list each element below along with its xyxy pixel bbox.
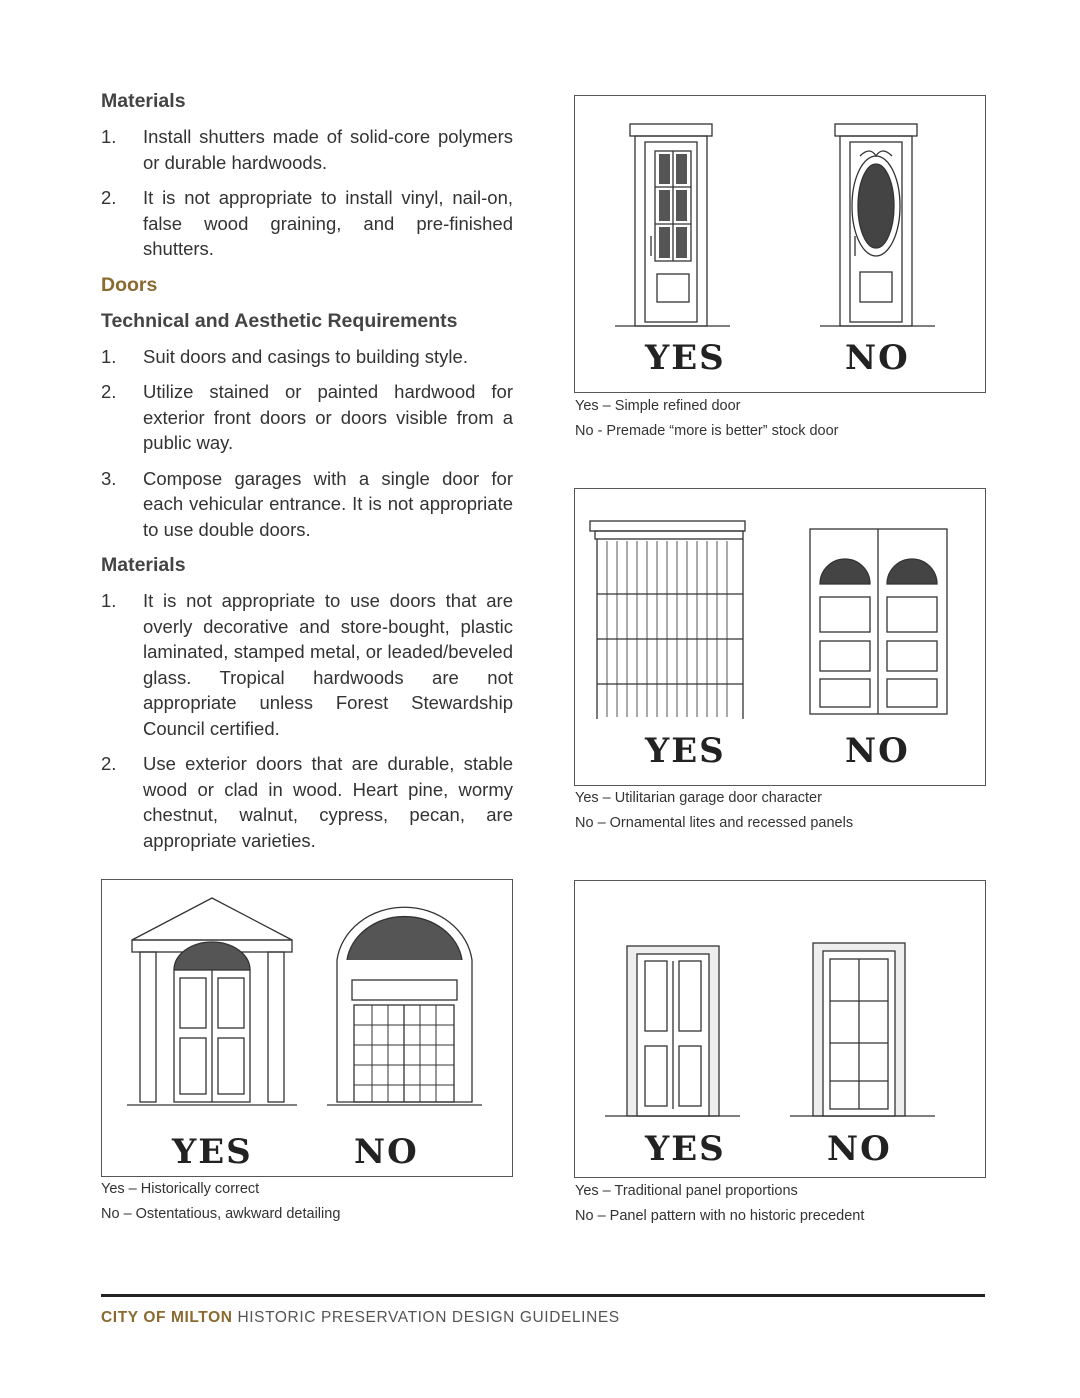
list-text: Use exterior doors that are durable, stable wood or clad in wood. Heart pine, wormy chestnut, walnut, cypress, pecan, are appropriate varieties. xyxy=(143,753,513,851)
list-item xyxy=(101,751,513,853)
no-label: NO xyxy=(354,1132,419,1172)
yes-label: YES xyxy=(645,731,726,771)
door-sketch-illustration xyxy=(575,96,985,392)
caption-yes: Yes – Traditional panel proportions xyxy=(575,1183,798,1199)
footer-divider xyxy=(101,1294,985,1297)
list-text: It is not appropriate to install vinyl, nail-on, false wood graining, and pre-finished shutters. xyxy=(143,187,513,259)
caption-no: No – Ostentatious, awkward detailing xyxy=(101,1206,341,1222)
footer-title: HISTORIC PRESERVATION DESIGN GUIDELINES xyxy=(237,1309,620,1326)
list-number: 2. xyxy=(101,753,117,774)
figure-entrance-doorways xyxy=(101,879,513,1177)
caption-no: No – Ornamental lites and recessed panels xyxy=(575,815,854,831)
caption-yes: Yes – Historically correct xyxy=(101,1181,260,1197)
list-number: 1. xyxy=(101,345,117,367)
list-item xyxy=(101,124,513,175)
list-text: Install shutters made of solid-core polymers or durable hardwoods. xyxy=(143,126,513,173)
entrance-sketch-illustration xyxy=(102,880,512,1176)
list-text: It is not appropriate to use doors that are overly decorative and store-bought, plastic laminated, stamped metal, or leaded/beveled glass. Tropical hardwoods are not appropriate unless Forest Stewardship Council certified. xyxy=(143,590,513,739)
garage-door-sketch-illustration xyxy=(575,489,985,785)
materials-heading-shutters: Materials xyxy=(101,90,186,112)
list-number: 2. xyxy=(101,187,117,208)
left-text-column xyxy=(101,88,513,863)
list-text: Compose garages with a single door for each vehicular entrance. It is not appropriate to use double doors. xyxy=(143,467,513,540)
no-label: NO xyxy=(845,731,910,771)
list-item xyxy=(101,185,513,262)
technical-requirements-list xyxy=(101,344,513,543)
no-label: NO xyxy=(827,1129,892,1169)
list-item xyxy=(101,379,513,456)
list-number: 1. xyxy=(101,126,117,147)
figure-caption xyxy=(575,1179,864,1229)
doors-section-heading: Doors xyxy=(101,273,158,296)
shutter-materials-list xyxy=(101,124,513,262)
caption-yes: Yes – Simple refined door xyxy=(575,398,741,414)
list-number: 2. xyxy=(101,381,117,402)
figure-front-doors xyxy=(574,95,986,393)
figure-caption xyxy=(101,1177,340,1227)
figure-caption xyxy=(575,786,853,836)
list-text: Utilize stained or painted hardwood for exterior front doors or doors visible from a public way. xyxy=(143,381,513,453)
list-number: 3. xyxy=(101,467,117,489)
caption-no: No - Premade “more is better” stock door xyxy=(575,423,839,439)
figure-garage-doors xyxy=(574,488,986,786)
door-materials-list xyxy=(101,588,513,853)
list-item xyxy=(101,344,513,370)
technical-requirements-heading: Technical and Aesthetic Requirements xyxy=(101,309,458,332)
footer-city: CITY OF MILTON xyxy=(101,1309,233,1326)
list-item xyxy=(101,588,513,741)
list-item xyxy=(101,466,513,543)
materials-heading-doors: Materials xyxy=(101,554,186,576)
list-number: 1. xyxy=(101,590,117,611)
figure-panel-proportions xyxy=(574,880,986,1178)
yes-label: YES xyxy=(645,338,726,378)
caption-yes: Yes – Utilitarian garage door character xyxy=(575,790,822,806)
panel-door-sketch-illustration xyxy=(575,881,985,1177)
yes-label: YES xyxy=(645,1129,726,1169)
no-label: NO xyxy=(845,338,910,378)
yes-label: YES xyxy=(172,1132,253,1172)
list-text: Suit doors and casings to building style. xyxy=(143,345,468,367)
caption-no: No – Panel pattern with no historic precedent xyxy=(575,1208,865,1224)
figure-caption xyxy=(575,394,839,444)
page-footer xyxy=(101,1309,620,1327)
